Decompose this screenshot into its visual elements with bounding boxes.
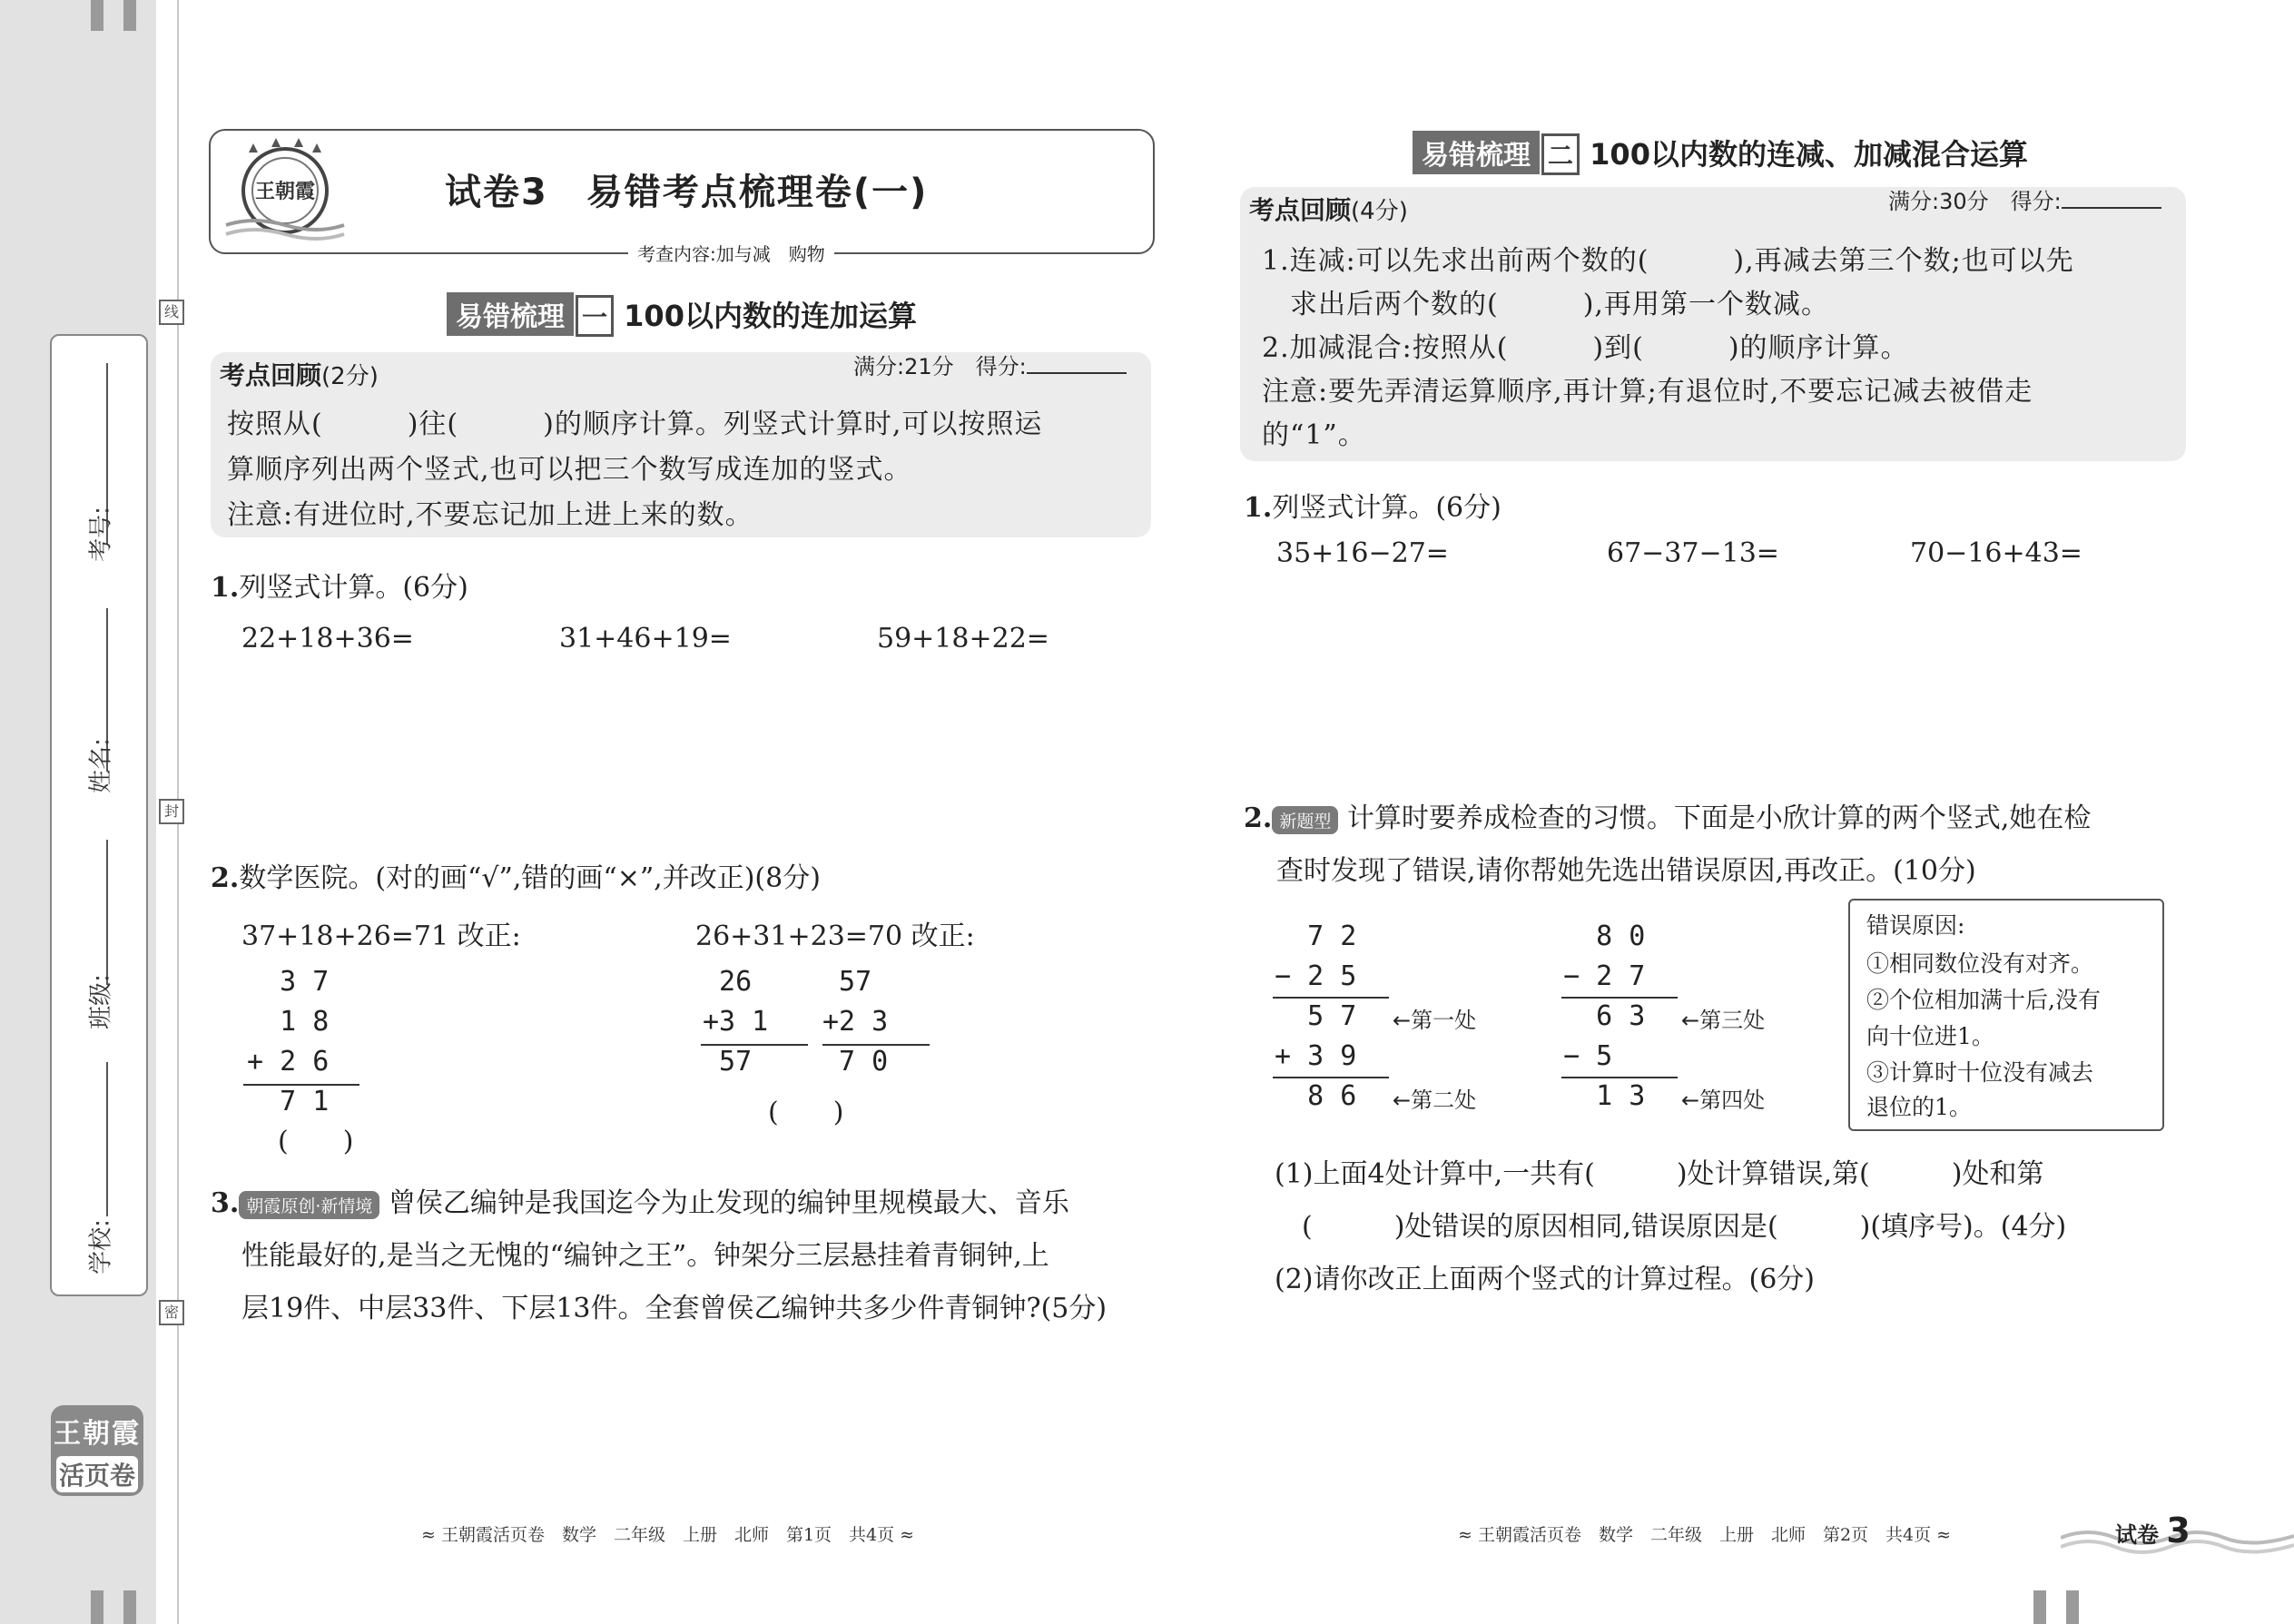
- paper-label: 试卷 3: [2115, 1511, 2191, 1550]
- s1-q3-line: 性能最好的,是当之无愧的“编钟之王”。钟架分三层悬挂着青铜钟,上: [241, 1240, 1049, 1272]
- crop-mark: [2066, 1590, 2079, 1624]
- section1-title: 易错梳理 一 100以内数的连加运算: [447, 292, 917, 337]
- brand-logo: 王朝霞 活页卷: [51, 1405, 143, 1496]
- footer-left: ≈ 王朝霞活页卷 数学 二年级 上册 北师 第1页 共4页 ≈: [421, 1525, 915, 1545]
- arrow-label: ←第三处: [1681, 1008, 1766, 1033]
- section1-badge-num: 一: [576, 295, 614, 337]
- section1-badge: 易错梳理: [447, 292, 574, 336]
- arrow-label: ←第一处: [1393, 1008, 1477, 1033]
- vertical-rule: [701, 1044, 808, 1046]
- section1-score: 满分:21分 得分:: [853, 349, 1127, 380]
- s1-q3-line: 3. 朝霞原创·新情境 曾侯乙编钟是我国迄今为止发现的编钟里规模最大、音乐: [211, 1187, 1069, 1219]
- s1-q2-right-vertical-a: 26 +3 1 57: [703, 966, 769, 1078]
- s1-q3-line: 层19件、中层33件、下层13件。全套曾侯乙编钟共多少件青铜钟?(5分): [241, 1293, 1108, 1324]
- crop-mark: [123, 1590, 136, 1624]
- field-line: [106, 1062, 108, 1216]
- crop-mark: [123, 0, 136, 31]
- section2-badge: 易错梳理: [1413, 131, 1540, 174]
- section1-review-line: 注意:有进位时,不要忘记加上进上来的数。: [227, 499, 753, 531]
- reasons-title: 错误原因:: [1866, 912, 1965, 939]
- s1-q2-left-vertical: 3 7 1 8 + 2 6 7 1: [247, 966, 330, 1117]
- name-label: 姓名:: [87, 738, 115, 793]
- section1-review-line: 算顺序列出两个竖式,也可以把三个数写成连加的竖式。: [227, 454, 912, 486]
- section2-review-line: 的“1”。: [1262, 419, 1366, 451]
- section2-review-box: [1240, 187, 2186, 461]
- crop-mark: [2033, 1590, 2046, 1624]
- s1-q1-prompt: 1.列竖式计算。(6分): [211, 572, 468, 604]
- section2-badge-num: 二: [1541, 133, 1580, 175]
- s1-q2-prompt: 2.数学医院。(对的画“√”,错的画“×”,并改正)(8分): [211, 862, 821, 894]
- crop-mark: [91, 0, 103, 31]
- section2-review-line: 1.连减:可以先求出前两个数的( ),再减去第三个数;也可以先: [1262, 245, 2074, 277]
- footer-right: ≈ 王朝霞活页卷 数学 二年级 上册 北师 第2页 共4页 ≈: [1458, 1525, 1952, 1545]
- s2-q2-line: 查时发现了错误,请你帮她先选出错误原因,再改正。(10分): [1276, 855, 1976, 887]
- s2-q2-sub2: (2)请你改正上面两个竖式的计算过程。(6分): [1275, 1264, 1815, 1295]
- s2-q1-prompt: 1.列竖式计算。(6分): [1244, 492, 1501, 524]
- new-type-tag: 新题型: [1272, 806, 1338, 834]
- field-line: [106, 840, 108, 985]
- s2-q1-item: 35+16−27=: [1276, 537, 1449, 569]
- section1-review-head: 考点回顾(2分): [220, 360, 379, 390]
- reason-item: ②个位相加满十后,没有: [1866, 987, 2101, 1013]
- vertical-rule: [1561, 1077, 1678, 1078]
- section2-review-line: 注意:要先弄清运算顺序,再计算;有退位时,不要忘记减去被借走: [1262, 376, 2033, 408]
- exam-no-label: 考号:: [87, 507, 115, 562]
- s1-q1-item: 59+18+22=: [877, 623, 1049, 655]
- s1-q2-right-vertical-b: 57 +2 3 7 0: [822, 966, 889, 1078]
- vertical-rule: [1273, 1077, 1389, 1078]
- paper-number: 3: [2166, 1511, 2191, 1550]
- reason-item: ①相同数位没有对齐。: [1866, 950, 2094, 977]
- section2-title: 易错梳理 二 100以内数的连减、加减混合运算: [1413, 131, 2028, 175]
- section2-score: 满分:30分 得分:: [1888, 183, 2161, 215]
- s2-q2-right-vertical: 8 0 − 2 7 6 3 − 5 1 3: [1563, 920, 1646, 1112]
- vertical-rule: [1273, 997, 1389, 999]
- s1-q2-left-paren: ( ): [278, 1126, 354, 1157]
- arrow-label: ←第四处: [1681, 1088, 1766, 1113]
- svg-text:王朝霞: 王朝霞: [254, 181, 316, 203]
- section2-review-line: 求出后两个数的( ),再用第一个数减。: [1262, 289, 1829, 320]
- page-subtitle: 考查内容:加与减 购物: [628, 240, 834, 266]
- s1-q1-item: 22+18+36=: [241, 623, 414, 655]
- s1-q2-right-paren: ( ): [768, 1097, 844, 1128]
- s1-q2-right-equation: 26+31+23=70 改正:: [695, 920, 975, 952]
- section2-review-line: 2.加减混合:按照从( )到( )的顺序计算。: [1262, 332, 1909, 364]
- error-reasons-box: [1848, 899, 2164, 1131]
- s2-q2-left-vertical: 7 2 − 2 5 5 7 + 3 9 8 6: [1275, 920, 1357, 1112]
- vertical-rule: [1561, 997, 1678, 999]
- class-label: 班级:: [87, 974, 115, 1029]
- original-tag: 朝霞原创·新情境: [239, 1191, 379, 1219]
- publisher-seal-logo: [222, 134, 349, 243]
- s2-q2-line: 2. 新题型 计算时要养成检查的习惯。下面是小欣计算的两个竖式,她在检: [1244, 802, 2092, 834]
- seal-char: 密: [159, 1300, 184, 1325]
- vertical-rule: [822, 1044, 930, 1046]
- s2-q2-sub1-line: (1)上面4处计算中,一共有( )处计算错误,第( )处和第: [1275, 1158, 2044, 1190]
- s1-q2-left-equation: 37+18+26=71 改正:: [241, 920, 521, 952]
- page-title: 试卷3 易错考点梳理卷(一): [445, 172, 929, 213]
- seal-char: 封: [159, 799, 184, 824]
- seal-char: 线: [159, 300, 184, 325]
- s2-q1-item: 67−37−13=: [1607, 537, 1779, 569]
- crop-mark: [91, 1590, 103, 1624]
- s2-q2-sub1-line: ( )处错误的原因相同,错误原因是( )(填序号)。(4分): [1275, 1211, 2067, 1243]
- vertical-rule: [243, 1084, 359, 1086]
- reason-item: ③计算时十位没有减去: [1866, 1059, 2094, 1086]
- school-label: 学校:: [87, 1219, 115, 1275]
- section2-review-head: 考点回顾(4分): [1249, 195, 1408, 225]
- s1-q1-item: 31+46+19=: [559, 623, 732, 655]
- s2-q1-item: 70−16+43=: [1910, 537, 2082, 569]
- arrow-label: ←第二处: [1393, 1088, 1477, 1113]
- reason-item: 向十位进1。: [1866, 1023, 1994, 1049]
- student-info-box: [50, 334, 148, 1296]
- reason-item: 退位的1。: [1866, 1094, 1972, 1120]
- section1-review-line: 按照从( )往( )的顺序计算。列竖式计算时,可以按照运: [227, 408, 1043, 440]
